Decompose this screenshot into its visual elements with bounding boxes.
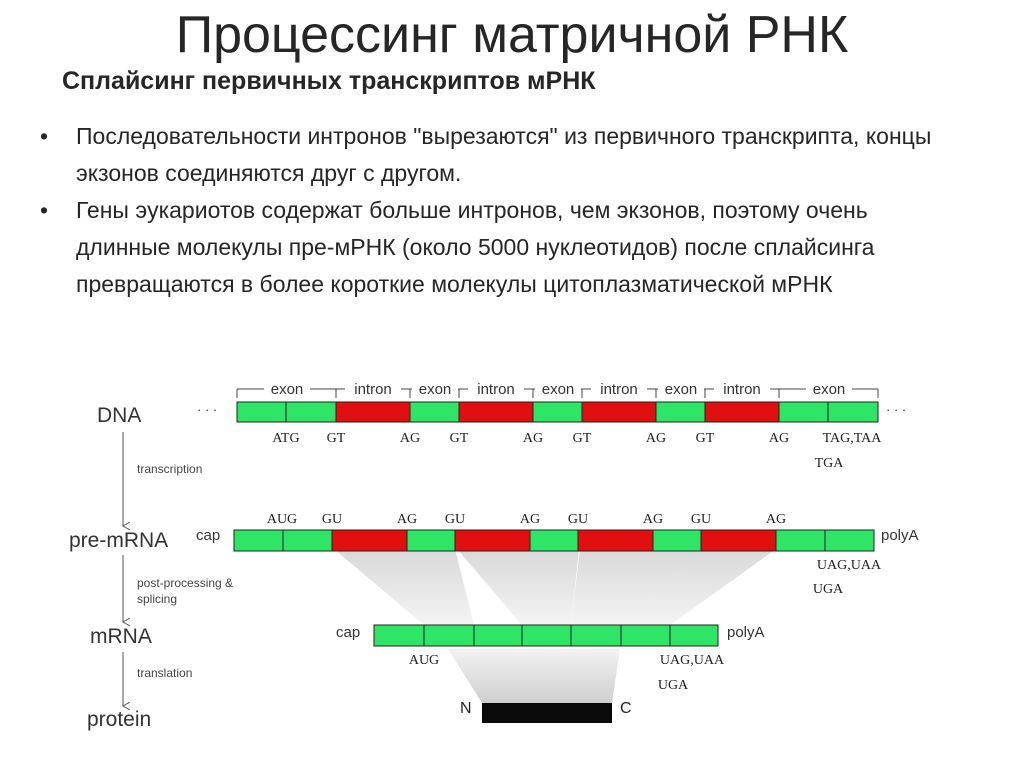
dna-segment-label: exon bbox=[418, 381, 452, 398]
dna-segment-label: intron bbox=[723, 381, 761, 398]
mrna-exon bbox=[522, 625, 571, 646]
premrna-exon bbox=[530, 530, 578, 551]
mrna-exon bbox=[474, 625, 522, 646]
premrna-intron bbox=[455, 530, 530, 551]
premrna-exon bbox=[653, 530, 701, 551]
step-label-processing: post-processing & bbox=[137, 576, 234, 590]
mrna-polya-label: polyA bbox=[727, 624, 765, 641]
bullet-marker: • bbox=[40, 197, 49, 223]
splicing-diagram bbox=[0, 360, 1024, 767]
dna-site-label: GT bbox=[572, 431, 592, 446]
protein-c-label: C bbox=[620, 700, 632, 717]
mrna-bar bbox=[374, 625, 718, 646]
dna-exon bbox=[237, 402, 286, 422]
protein-n-label: N bbox=[460, 700, 472, 717]
premrna-exon bbox=[234, 530, 283, 551]
premrna-site-label: GU bbox=[690, 512, 712, 527]
bullet-text: Гены эукариотов содержат больше интронов, чем экзонов, поэтому очень длинные молекулы пре-мРНК (около 5000 нуклеотидов) после сплайсинга превращаются в более короткие молекулы цитоплазматической мРНК bbox=[76, 197, 875, 297]
mrna-site-label: UAG,UAA bbox=[659, 653, 725, 668]
dna-site-label: AG bbox=[645, 431, 667, 446]
premrna-site-label: GU bbox=[567, 512, 589, 527]
dna-exon bbox=[286, 402, 336, 422]
premrna-intron bbox=[332, 530, 407, 551]
premrna-intron bbox=[578, 530, 653, 551]
dna-site-label: TAG,TAA bbox=[822, 431, 882, 446]
premrna-site-label: AG bbox=[642, 512, 664, 527]
dna-segment-label: intron bbox=[354, 381, 392, 398]
dna-site-label: AG bbox=[768, 431, 790, 446]
premrna-exon bbox=[283, 530, 332, 551]
premrna-cap-label: cap bbox=[196, 527, 221, 544]
dna-exon bbox=[410, 402, 459, 422]
dna-segment-label: exon bbox=[812, 381, 846, 398]
dna-site-label: GT bbox=[449, 431, 469, 446]
page-subtitle: Сплайсинг первичных транскриптов мРНК bbox=[62, 67, 596, 95]
protein-bar bbox=[482, 703, 612, 723]
dna-ellipsis-right: · · · bbox=[886, 402, 907, 417]
row-label-mrna: mRNA bbox=[90, 625, 152, 648]
mrna-exon bbox=[424, 625, 474, 646]
bullet-text: Последовательности интронов "вырезаются" из первичного транскрипта, концы экзонов соединяются друг с другом. bbox=[76, 123, 932, 186]
premrna-site-label: AUG bbox=[266, 512, 298, 527]
dna-site-label: ATG bbox=[272, 431, 300, 446]
mrna-site-label: UGA bbox=[657, 678, 689, 693]
page-title: Процессинг матричной РНК bbox=[175, 6, 849, 64]
bullet-list bbox=[40, 118, 940, 303]
mrna-exon bbox=[374, 625, 424, 646]
step-label-transcription: transcription bbox=[137, 462, 203, 476]
dna-intron bbox=[459, 402, 533, 422]
dna-segment-label: exon bbox=[270, 381, 304, 398]
premrna-site-label: GU bbox=[321, 512, 343, 527]
row-label-premrna: pre-mRNA bbox=[69, 529, 169, 552]
premrna-exon bbox=[407, 530, 455, 551]
bullet-marker: • bbox=[40, 123, 49, 149]
dna-bar bbox=[237, 402, 878, 422]
dna-intron bbox=[705, 402, 779, 422]
mrna-exon bbox=[621, 625, 670, 646]
dna-intron bbox=[336, 402, 410, 422]
dna-site-label: TGA bbox=[814, 456, 844, 471]
mrna-exon bbox=[670, 625, 718, 646]
dna-site-label: AG bbox=[522, 431, 544, 446]
dna-segment-label: exon bbox=[541, 381, 575, 398]
step-label-translation: translation bbox=[137, 666, 193, 680]
dna-ellipsis-left: · · · bbox=[197, 402, 218, 417]
premrna-bar bbox=[234, 530, 874, 551]
premrna-polya-label: polyA bbox=[881, 527, 919, 544]
premrna-exon bbox=[825, 530, 874, 551]
premrna-stop-label: UGA bbox=[812, 582, 844, 597]
premrna-site-label: AG bbox=[519, 512, 541, 527]
premrna-site-label: AG bbox=[396, 512, 418, 527]
dna-intron bbox=[582, 402, 656, 422]
translation-fan bbox=[448, 649, 620, 703]
dna-segment-label: intron bbox=[477, 381, 515, 398]
dna-exon bbox=[828, 402, 878, 422]
premrna-site-label: AG bbox=[765, 512, 787, 527]
mrna-exon bbox=[571, 625, 621, 646]
premrna-site-label: GU bbox=[444, 512, 466, 527]
dna-segment-label: exon bbox=[664, 381, 698, 398]
splice-fan bbox=[334, 549, 776, 625]
dna-site-label: AG bbox=[399, 431, 421, 446]
mrna-cap-label: cap bbox=[336, 624, 361, 641]
dna-site-label: GT bbox=[326, 431, 346, 446]
row-label-protein: protein bbox=[87, 708, 152, 731]
mrna-site-label: AUG bbox=[408, 653, 440, 668]
dna-exon bbox=[779, 402, 828, 422]
row-label-dna: DNA bbox=[97, 404, 142, 427]
bullet-item bbox=[40, 118, 940, 192]
bullet-item bbox=[40, 192, 940, 303]
premrna-stop-label: UAG,UAA bbox=[816, 558, 882, 573]
step-label-splicing: splicing bbox=[137, 592, 178, 606]
dna-segment-label: intron bbox=[600, 381, 638, 398]
dna-site-label: GT bbox=[695, 431, 715, 446]
premrna-intron bbox=[701, 530, 776, 551]
dna-exon bbox=[656, 402, 705, 422]
dna-exon bbox=[533, 402, 582, 422]
premrna-exon bbox=[776, 530, 825, 551]
